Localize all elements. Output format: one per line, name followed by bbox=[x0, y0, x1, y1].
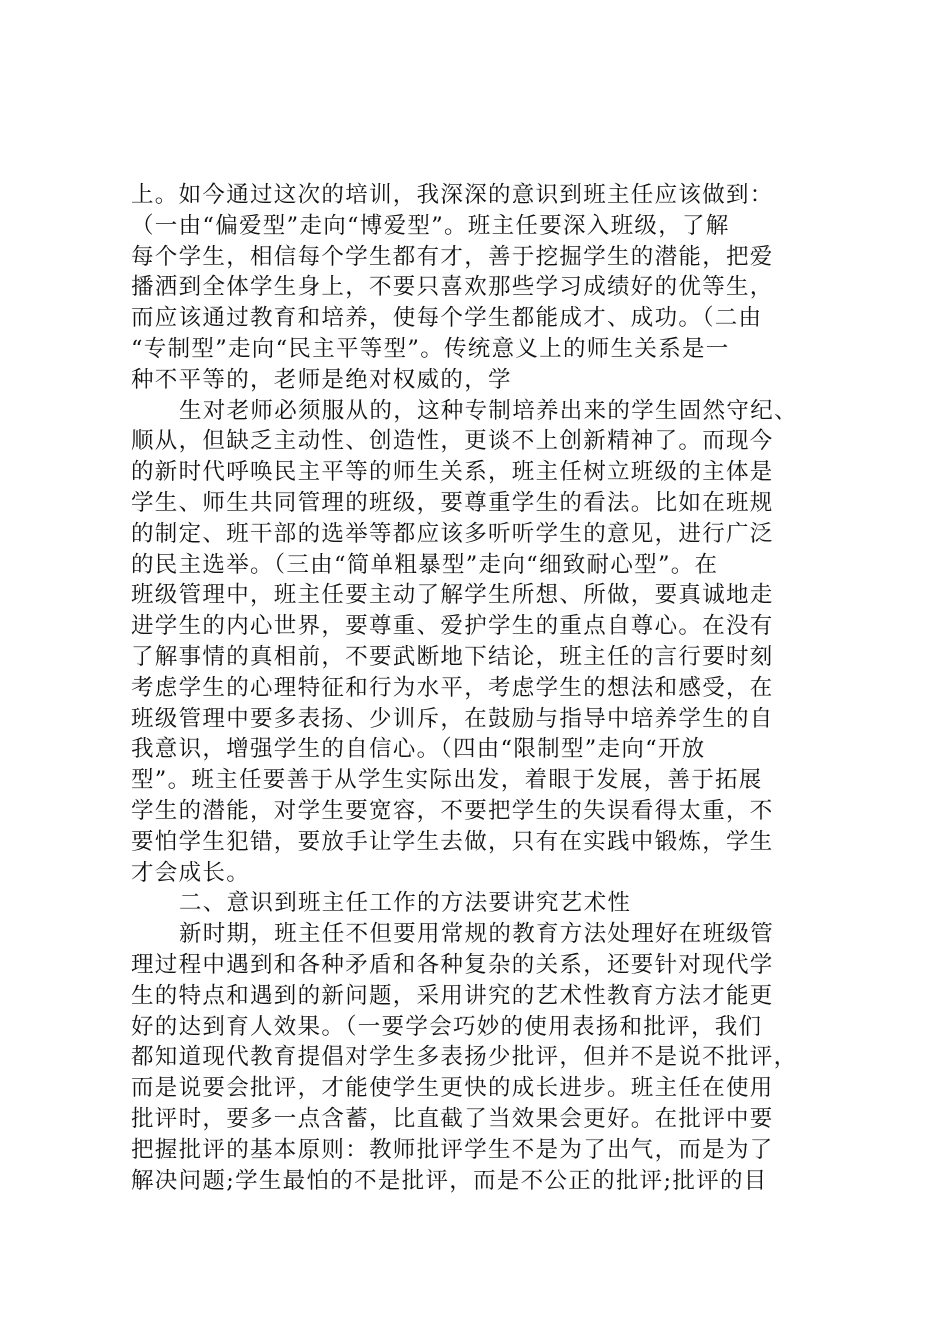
paragraph-start-line: 生对老师必须服从的，这种专制培养出来的学生固然守纪、 bbox=[179, 397, 798, 424]
text-line: 班级管理中要多表扬、少训斥，在鼓励与指导中培养学生的自 bbox=[131, 705, 774, 732]
text-line: 我意识，增强学生的自信心。（四由“限制型”走向“开放 bbox=[131, 736, 706, 763]
text-line: “专制型”走向“民主平等型”。传统意义上的师生关系是一 bbox=[131, 335, 730, 362]
text-line: 理过程中遇到和各种矛盾和各种复杂的关系，还要针对现代学 bbox=[131, 951, 774, 978]
text-line: 了解事情的真相前，不要武断地下结论，班主任的言行要时刻 bbox=[131, 643, 774, 670]
text-line: 都知道现代教育提倡对学生多表扬少批评，但并不是说不批评， bbox=[131, 1044, 798, 1071]
text-line: 学生、师生共同管理的班级，要尊重学生的看法。比如在班规 bbox=[131, 489, 774, 516]
text-line: 生的特点和遇到的新问题，采用讲究的艺术性教育方法才能更 bbox=[131, 982, 774, 1009]
text-line: 播洒到全体学生身上，不要只喜欢那些学习成绩好的优等生， bbox=[131, 274, 774, 301]
text-line: 顺从，但缺乏主动性、创造性，更谈不上创新精神了。而现今 bbox=[131, 428, 774, 455]
text-line: 的民主选举。（三由“简单粗暴型”走向“细致耐心型”。在 bbox=[131, 551, 719, 578]
text-line: 而应该通过教育和培养，使每个学生都能成才、成功。（二由 bbox=[131, 305, 763, 332]
text-line: 好的达到育人效果。（一要学会巧妙的使用表扬和批评，我们 bbox=[131, 1013, 763, 1040]
text-line: 型”。班主任要善于从学生实际出发，着眼于发展，善于拓展 bbox=[131, 767, 763, 794]
section-heading: 二、意识到班主任工作的方法要讲究艺术性 bbox=[179, 890, 632, 917]
text-line: 种不平等的，老师是绝对权威的，学 bbox=[131, 366, 512, 393]
text-line: 的制定、班干部的选举等都应该多听听学生的意见，进行广泛 bbox=[131, 520, 774, 547]
text-line: （一由“偏爱型”走向“博爱型”。班主任要深入班级，了解 bbox=[131, 212, 730, 239]
text-line: 上。如今通过这次的培训，我深深的意识到班主任应该做到： bbox=[131, 182, 774, 208]
text-line: 考虑学生的心理特征和行为水平，考虑学生的想法和感受，在 bbox=[131, 674, 774, 701]
text-line: 每个学生，相信每个学生都有才，善于挖掘学生的潜能，把爱 bbox=[131, 243, 774, 270]
text-line: 的新时代呼唤民主平等的师生关系，班主任树立班级的主体是 bbox=[131, 459, 774, 486]
text-line: 才会成长。 bbox=[131, 859, 251, 886]
text-line: 批评时，要多一点含蓄，比直截了当效果会更好。在批评中要 bbox=[131, 1105, 774, 1132]
body-text bbox=[131, 180, 821, 1196]
text-line: 解决问题;学生最怕的不是批评，而是不公正的批评;批评的目 bbox=[131, 1167, 768, 1194]
text-line: 班级管理中，班主任要主动了解学生所想、所做，要真诚地走 bbox=[131, 582, 774, 609]
text-line: 学生的潜能，对学生要宽容，不要把学生的失误看得太重，不 bbox=[131, 797, 774, 824]
text-line: 要怕学生犯错，要放手让学生去做，只有在实践中锻炼，学生 bbox=[131, 828, 774, 855]
text-line: 而是说要会批评，才能使学生更快的成长进步。班主任在使用 bbox=[131, 1075, 774, 1102]
text-line: 把握批评的基本原则：教师批评学生不是为了出气，而是为了 bbox=[131, 1136, 774, 1163]
text-line: 进学生的内心世界，要尊重、爱护学生的重点自尊心。在没有 bbox=[131, 613, 774, 640]
paragraph-start-line: 新时期，班主任不但要用常规的教育方法处理好在班级管 bbox=[179, 921, 775, 948]
